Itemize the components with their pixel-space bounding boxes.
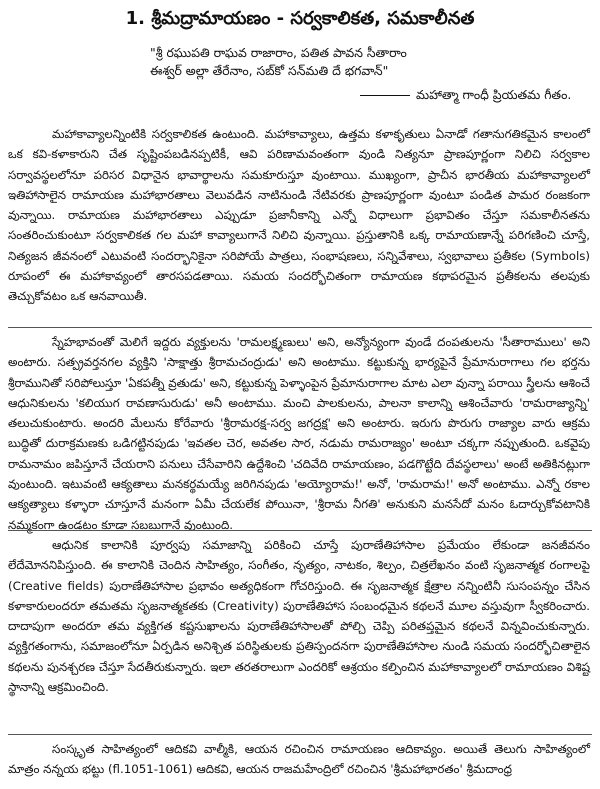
page-title: 1. శ్రీమద్రామాయణం - సర్వకాలికత, సమకాలీనత — [125, 8, 475, 29]
quote-line-1: "శ్రీ రఘుపతి రాఘవ రాజారాం, పతిత పావన సీతారాం — [150, 45, 407, 60]
epigraph-quote — [150, 44, 580, 80]
divider — [8, 734, 592, 735]
paragraph-4: సంస్కృత సాహిత్యంలో ఆదికవి వాల్మీకి, ఆయన రచించిన రామాయణం ఆదికావ్యం. అయితే తెలుగు సాహిత్యంలో మాత్రం నన్నయ భట్టు (fl.1051-1061) ఆదికవి, ఆయన రాజమహేంద్రిలో రచించిన 'శ్రీమహాభారతం' శ్రీమదాంధ్ర — [8, 742, 590, 777]
quote-attribution — [360, 86, 595, 104]
quote-line-2: ఈశ్వర్ అల్లా తేరేనాం, సబ్‌కో సన్‌మతి దే భగవాన్" — [150, 63, 389, 78]
divider — [8, 530, 592, 531]
divider — [8, 327, 592, 328]
paragraph-1: మహాకావ్యాలన్నింటికి సర్వకాలికత ఉంటుంది. మహాకావ్యాలు, ఉత్తమ కళాకృతులు ఏనాడో గతానుగతికమైన కాలంలో ఒక కవి-కళాకారుని చేత సృష్టింపబడినప్పటికీ, ఆవి పరిణామవంతంగా వుండి నిత్యనూ ప్రాణపూర్ణంగా నిలిచి సర్వకాల సర్వావస్థలలోనూ పరిసర విధానైన భావార్థాలను సమకూరుస్తూ వుంటాయి. ముఖ్యంగా, ప్రాచీన భారతీయ మహాకావ్యాలలో ఇతిహాసాలైన రామాయణ మహాభారతాలు వెలువడిన నాటినుండి నేటివరకు ప్రాణపూర్ణంగా వుంటూ పండిత పామర రంజకంగా వున్నాయి. రామాయణ మహాభారతాలు ఎప్పుడూ ప్రజానీకాన్ని ఎన్నో విధాలుగా ప్రభావితం చేస్తూ సమకాలీనతను సంతరించుకుంటూ సర్వకాలికత గల మహా కావ్యాలుగానే నిలిచి వున్నాయి. ప్రస్తుతానికి ఒక్క రామాయణాన్నే పరిగణించి చూస్తే, నిత్యజన జీవనంలో ఎటువంటి సందర్భానికైనా సరిపోయే పాత్రలు, సంభాషణలు, సన్నివేశాలు, స్వభావాలు ప్రతీకల (Symbols) రూపంలో ఈ మహాకావ్యంలో తారసపడతాయి. సమయ సందర్భోచితంగా రామాయణ కథాపరమైన ప్రతీకలను తలపుకు తెచ్చుకోవటం ఒక ఆనవాయితీ. — [8, 127, 590, 304]
attribution-dash — [360, 95, 410, 96]
paragraph-2: స్నేహభావంతో మెలిగే ఇద్దరు వ్యక్తులను 'రామలక్ష్మణులు' అని, అన్యోన్యంగా వుండే దంపతులను 'సీతారాములు' అని అంటారు. సత్ప్రవర్తనగల వ్యక్తిని 'సాక్షాత్తు శ్రీరామచంద్రుడు' అని అంటాము. కట్టుకున్న భార్యపైనే ప్రేమానురాగాలు గల భర్తను శ్రీరామునితో సరిపోలుస్తూ 'ఏకపత్నీ వ్రతుడు' అని, కట్టుకున్న పెళ్ళాంపైన ప్రేమానురాగాల మాట ఎలా వున్నా పరాయి స్త్రీలను ఆశించే ఆధునికులను 'కలియుగ రావణాసురుడు' అనీ అంటాము. మంచి పాలకులను, పాలనా కాలాన్ని ఆశించేవారు 'రామరాజ్యాన్ని' తలుచుకుంటారు. అందరి మేలును కోరేవారు 'శ్రీరామరక్ష-సర్వ జగద్రక్ష' అని అంటారు. ఇరుగు పొరుగు రాజ్యాల వారు ఆక్రమ బుద్ధితో దురాక్రమణకు ఒడిగట్టినపుడు 'ఇవతల చెర, అవతల సార, నడుమ రామరాజ్యం' అంటూ చక్కగా నప్పుతుంది. ఒకవైపు రామనామం జపిస్తూనే చేయరాని పనులు చేసేవారిని ఉద్దేశించి 'చదివేది రామాయణం, పడగొట్టేది దేవస్థలాలు' అంటే అతికినట్లుగా వుంటుంది. ఇటువంటి ఆక్యతాలు మనకర్థమయ్యే జరిగినపుడు 'అయ్యోరామ!' అనో, 'రామరామ!' అనో అంటాము. ఎన్నో రకాల ఆక్యత్యాలు కళ్ళారా చూస్తూనే మనంగా ఏమీ చేయలేక పోయినా, 'శ్రీరామ నీగతి' అనుకుని మనసేదో మనం ఓదార్చుకోవటానికి నమ్మకంగా ఉండటం కూడా సబబుగానే వుంటుంది. — [8, 335, 590, 532]
attribution-text: మహాత్మా గాంధీ ప్రియతమ గీతం. — [416, 87, 572, 102]
paragraph-3: ఆధునిక కాలానికి పూర్వపు సమాజాన్ని పరికించి చూస్తే పురాణేతిహాసాల ప్రమేయం లేకుండా జనజీవనం లేదేమోననిపిస్తుంది. ఈ కాలానికి చెందిన సాహిత్యం, సంగీతం, నృత్యం, నాటకం, శిల్పం, చిత్రలేఖనం వంటి సృజనాత్మక రంగాలపై (Creative fields) పురాణేతిహాసాల ప్రభావం అత్యధికంగా గోచరిస్తుంది. ఈ సృజనాత్మక క్షేత్రాల నన్నింటినీ సుసంపన్నం చేసిన కళాకారులందరూ తమతమ సృజనాత్మకతకు (Creativity) పురాణేతిహాస సంబంధమైన కథలనే మూల వస్తువుగా స్వీకరించారు. దాదాపుగా అందరూ తమ వ్యక్తిగత కష్టసుఖాలను పురాణేతిహాసాలతో పోల్చి చెప్పి పరితప్తమైన కథలనే విన్నవించుకున్నారు. వ్యక్తిగతంగాను, సమాజంలోనూ ఏర్పడిన అనిశ్చిత పరిస్థితులకు ప్రతిస్పందనగా పురాణేతిహాసాల నుండి సమయ సందర్భోచితాలైన కథలను పునశ్చరణ చేస్తూ సేదతీరుకున్నారు. ఇలా తరతరాలుగా ఎందరికో ఆశ్రయం కల్పించిన మహాకావ్యాలలో రామాయణం విశిష్ట స్థానాన్ని ఆక్రమించింది. — [8, 538, 590, 695]
